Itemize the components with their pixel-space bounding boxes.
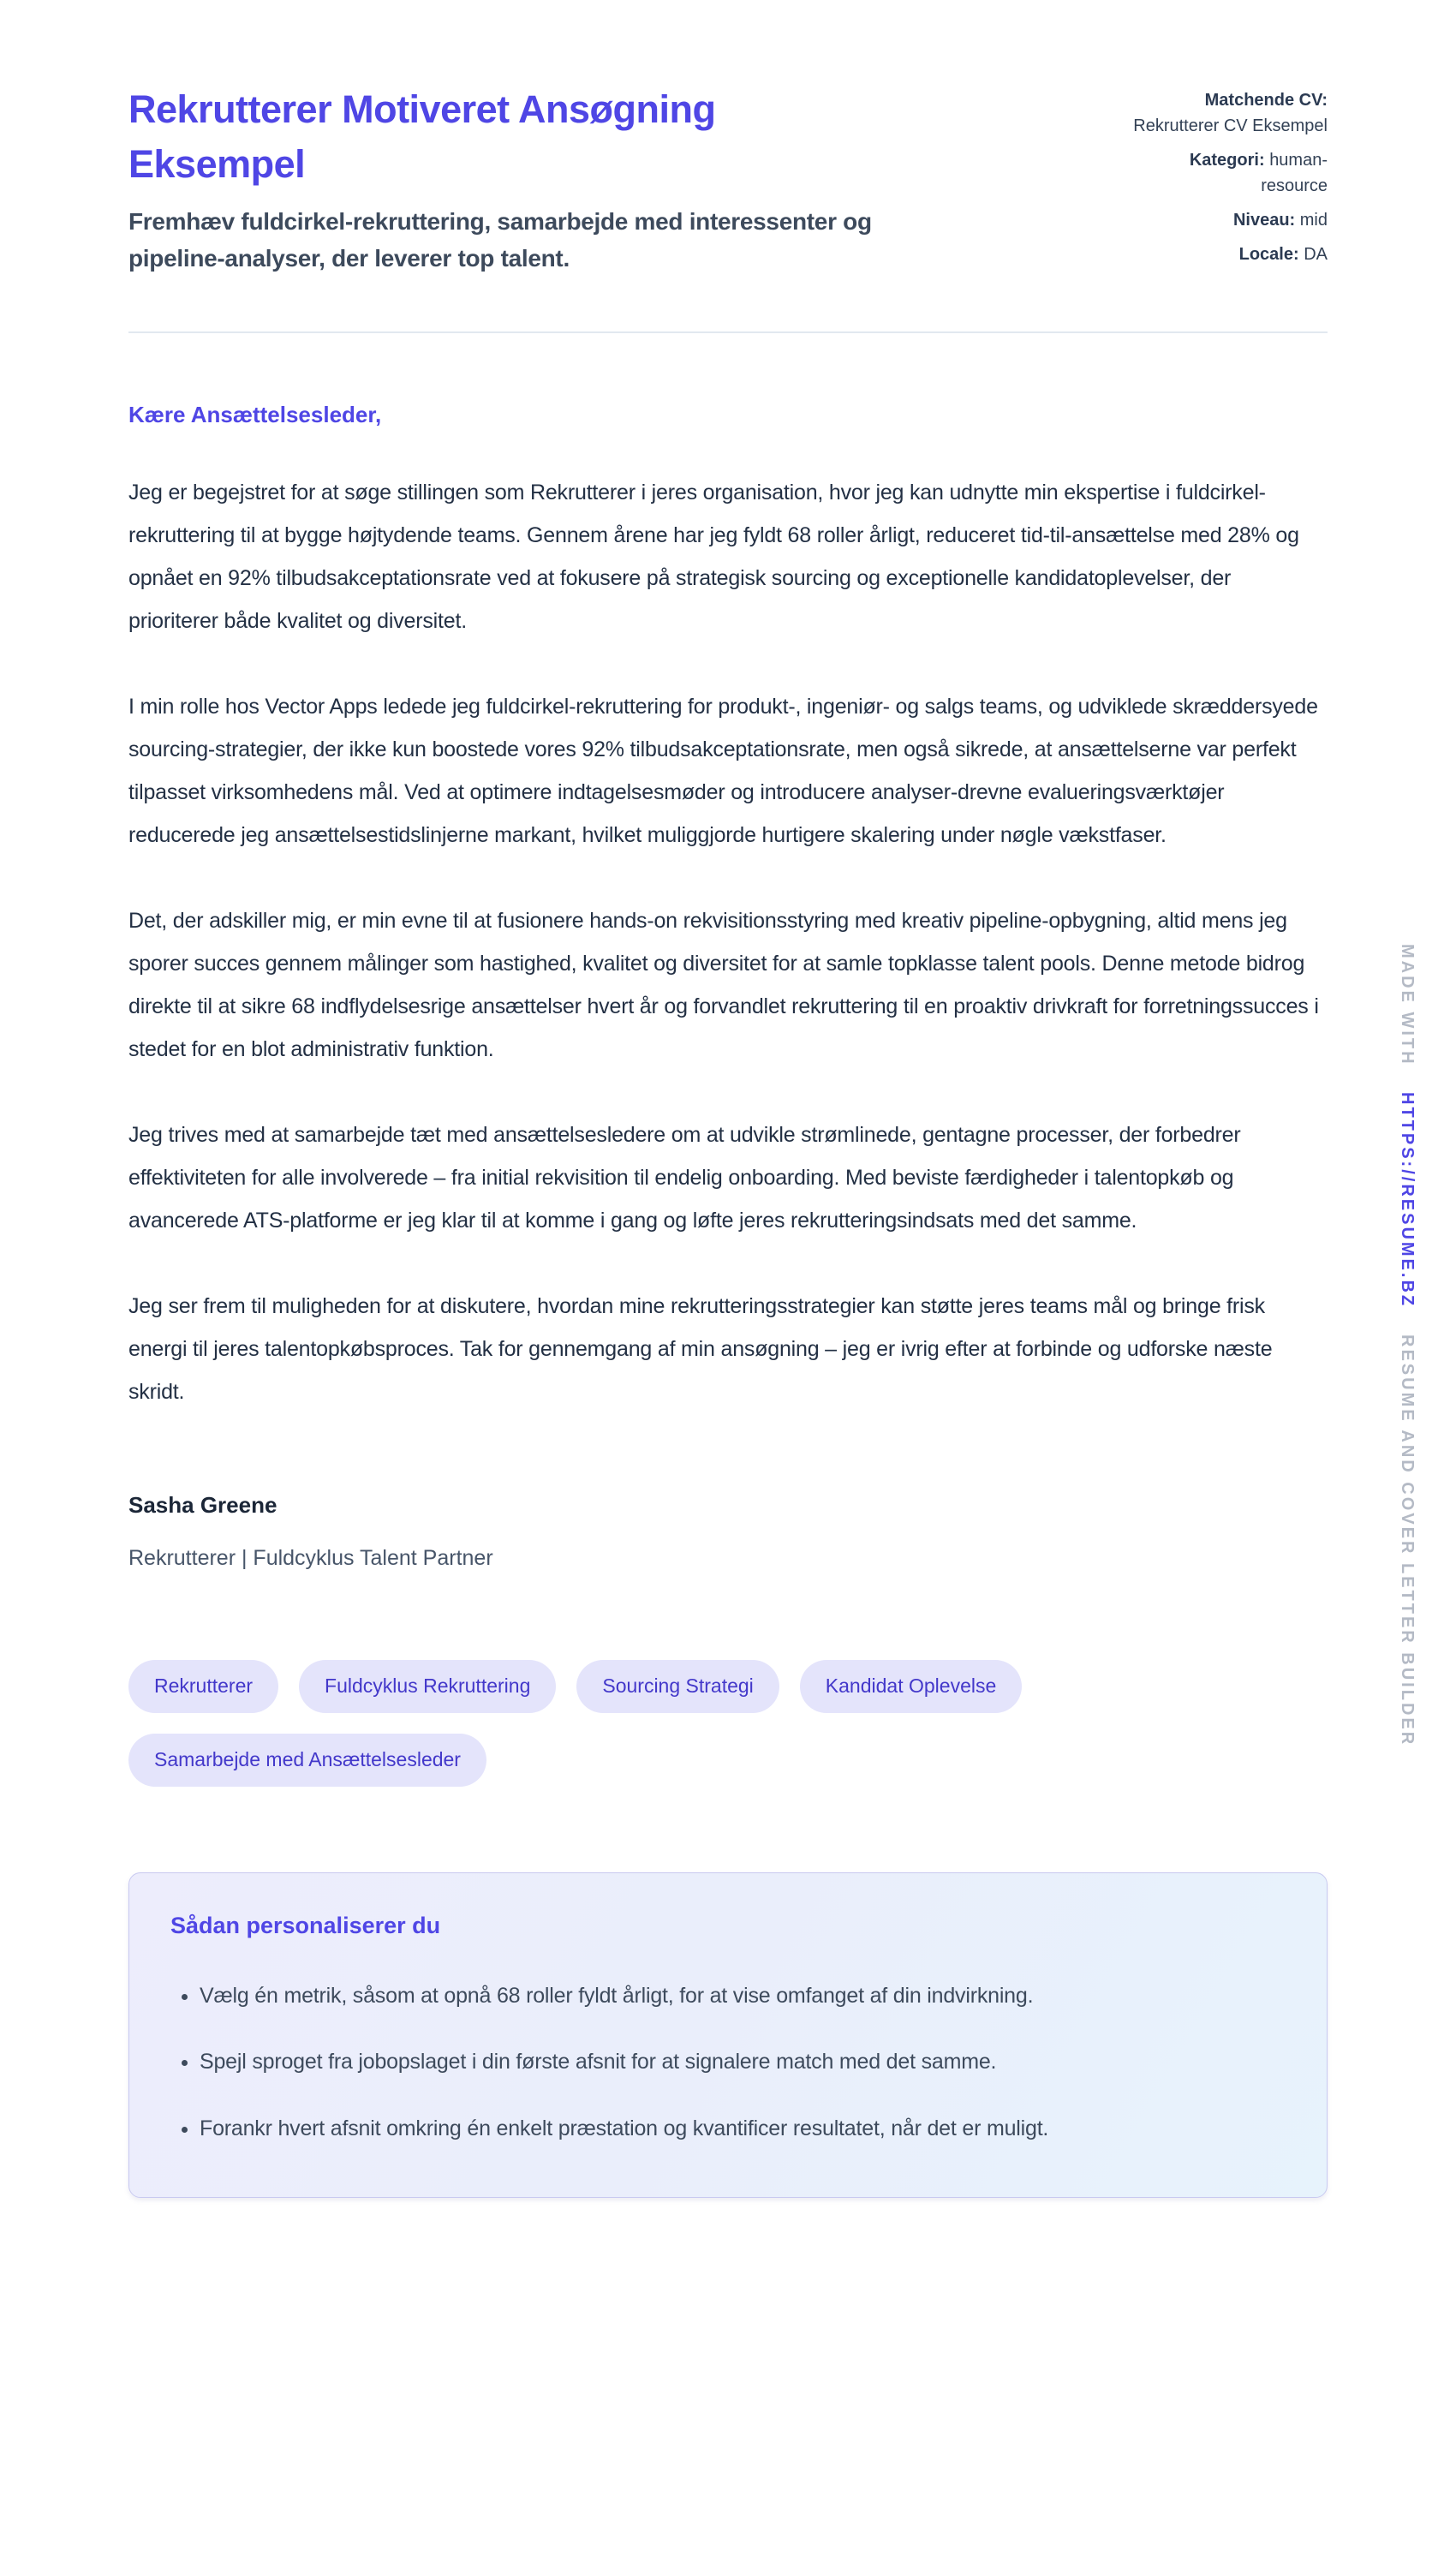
tag-chip-candidate-experience[interactable]: Kandidat Oplevelse xyxy=(800,1660,1022,1713)
letter-paragraph-3: Det, der adskiller mig, er min evne til at fusionere hands-on rekvisitionsstyring med kreativ pipeline-opbygning, altid mens jeg sporer succes gennem målinger som hastighed, kvalitet og diversitet for at samle topklasse talent pools. Denne metode bidrog direkte til at sikre 68 indflydelsesrige ansættelser hvert år og forvandlet rekruttering til en proaktiv drivkraft for forretningssucces i stedet for en blot administrativ funktion. xyxy=(128,909,1319,1062)
tag-chip-hiring-manager-collaboration[interactable]: Samarbejde med Ansættelsesleder xyxy=(128,1734,486,1787)
tips-title: Sådan personaliserer du xyxy=(170,1912,441,1938)
header-divider xyxy=(128,331,1328,333)
letter-greeting: Kære Ansættelsesleder, xyxy=(128,402,382,428)
meta-matching-cv xyxy=(1129,87,1328,139)
meta-locale-label: Locale: xyxy=(1238,245,1299,264)
signature-role: Rekrutterer | Fuldcyklus Talent Partner xyxy=(128,1546,493,1571)
meta-level-value: mid xyxy=(1299,211,1328,230)
meta-locale-value: DA xyxy=(1304,245,1328,264)
tag-list xyxy=(128,1660,1156,1786)
meta-level xyxy=(1129,207,1328,233)
meta-matching-cv-label: Matchende CV: xyxy=(1204,91,1328,110)
made-with-ribbon xyxy=(1397,944,1417,1746)
meta-category-label: Kategori: xyxy=(1189,151,1265,170)
meta-category xyxy=(1129,147,1328,199)
meta-category-value: human-resource xyxy=(1261,151,1328,195)
letter-paragraph-5: Jeg ser frem til muligheden for at diskutere, hvordan mine rekrutteringsstrategier kan støtte jeres teams mål og bringe frisk energi til jeres talentopkøbsproces. Tak for gennemgang af min ansøgning – jeg er ivrig efter at forbinde og udforske næste skridt. xyxy=(128,1294,1273,1405)
letter-paragraph-1: Jeg er begejstret for at søge stillingen som Rekrutterer i jeres organisation, hvor jeg kan udnytte min ekspertise i fuldcirkel-rekruttering til at bygge højtydende teams. Gennem årene har jeg fyldt 68 roller årligt, reduceret tid-til-ansættelse med 28% og opnået en 92% tilbudsakceptationsrate ved at fokusere på strategisk sourcing og exceptionelle kandidatoplevelser, der prioriterer både kvalitet og diversitet. xyxy=(128,481,1299,634)
tag-chip-full-cycle-recruiting[interactable]: Fuldcyklus Rekruttering xyxy=(299,1660,556,1713)
tag-chip-sourcing-strategy[interactable]: Sourcing Strategi xyxy=(576,1660,779,1713)
signature-name: Sasha Greene xyxy=(128,1492,277,1519)
header xyxy=(128,82,1328,277)
page-title: Rekrutterer Motiveret Ansøgning Eksempel xyxy=(128,87,716,187)
meta-matching-cv-value: Rekrutterer CV Eksempel xyxy=(1133,116,1328,135)
meta-panel xyxy=(1129,82,1328,276)
tip-item-2: • Spejl sproget fra jobopslaget i din første afsnit for at signalere match med det samme. xyxy=(200,2039,1286,2086)
header-title-block xyxy=(128,82,1095,277)
tip-item-1: • Vælg én metrik, såsom at opnå 68 roller fyldt årligt, for at vise omfanget af din indvirkning. xyxy=(200,1973,1286,2020)
personalization-tips-card xyxy=(128,1872,1328,2198)
meta-locale xyxy=(1129,242,1328,267)
tips-list xyxy=(170,1973,1286,2152)
ribbon-builder-label: RESUME AND COVER LETTER BUILDER xyxy=(1398,1334,1417,1746)
tag-chip-recruiter[interactable]: Rekrutterer xyxy=(128,1660,278,1713)
ribbon-url-link[interactable]: HTTPS://RESUME.BZ xyxy=(1398,1092,1417,1309)
cover-letter-body xyxy=(128,402,1319,1571)
page-subtitle: Fremhæv fuldcirkel-rekruttering, samarbejde med interessenter og pipeline-analyser, der leverer top talent. xyxy=(128,207,872,272)
tip-item-3: • Forankr hvert afsnit omkring én enkelt præstation og kvantificer resultatet, når det er muligt. xyxy=(200,2106,1286,2152)
meta-level-label: Niveau: xyxy=(1232,211,1296,230)
ribbon-made-with-label: MADE WITH xyxy=(1398,944,1417,1066)
letter-paragraph-2: I min rolle hos Vector Apps ledede jeg fuldcirkel-rekruttering for produkt-, ingeniør- og salgs teams, og udviklede skræddersyede sourcing-strategier, der ikke kun boostede vores 92% tilbudsakceptationsrate, men også sikrede, at ansættelserne var perfekt tilpasset virksomhedens mål. Ved at optimere indtagelsesmøder og introducere analyser-drevne evalueringsværktøjer reducerede jeg ansættelsestidslinjerne markant, hvilket muliggjorde hurtigere skalering under nøgle vækstfaser. xyxy=(128,695,1318,848)
letter-paragraph-4: Jeg trives med at samarbejde tæt med ansættelsesledere om at udvikle strømlinede, gentagne processer, der forbedrer effektiviteten for alle involverede – fra initial rekvisition til endelig onboarding. Med beviste færdigheder i talentopkøb og avancerede ATS-platforme er jeg klar til at komme i gang og løfte jeres rekrutteringsindsats med det samme. xyxy=(128,1123,1241,1233)
